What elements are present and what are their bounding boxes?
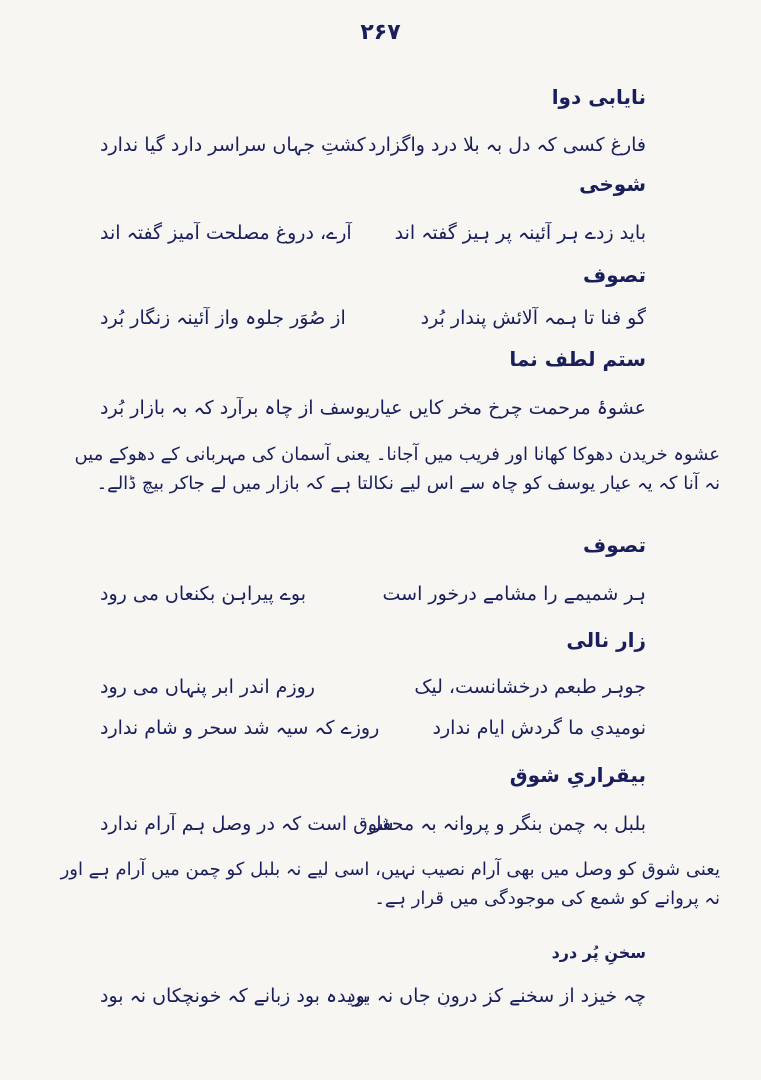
couplet [0,813,761,847]
couplet [0,985,761,1019]
couplet-second-hemistich: بوے پیراہن بکنعاں می رود [100,583,307,605]
couplet-second-hemistich: روزم اندر ابر پنہاں می رود [100,676,315,698]
section-heading: زار نالی [566,628,646,652]
section-heading: ستم لطف نما [509,347,646,371]
couplet [0,676,761,710]
couplet-second-hemistich: روزے کہ سیہ شد سحر و شام ندارد [100,717,380,739]
commentary-paragraph: یعنی شوق کو وصل میں بھی آرام نصیب نہیں، اسی لیے نہ بلبل کو چمن میں آرام ہے اور نہ پروانے کو شمع کی موجودگی میں قرار ہے۔ [60,859,720,909]
couplet [0,134,761,168]
couplet-second-hemistich: کشتِ جہاں سراسر دارد گیا ندارد [100,134,366,156]
page-number: ۲۶۷ [360,20,401,45]
couplet-first-hemistich: ہر شمیمے را مشامے درخور است [382,583,646,605]
couplet-second-hemistich: از صُوَر جلوہ واز آئینہ زنگار بُرد [100,307,346,329]
section-heading: نایابی دوا [551,85,646,109]
couplet-second-hemistich: بریدہ بود زبانے کہ خونچکاں نہ بود [100,985,369,1007]
section-heading: شوخی [579,172,646,196]
couplet [0,397,761,431]
couplet-first-hemistich: گو فنا تا ہمہ آلائشِ پندار بُرد [420,307,646,329]
couplet-first-hemistich: عشوۂ مرحمت چرخ مخر کایں عیار [370,397,646,419]
couplet-first-hemistich: جوہر طبعم درخشانست، لیک [414,676,646,698]
couplet-first-hemistich: نومیدیِ ما گردشِ ایام ندارد [432,717,646,739]
couplet [0,222,761,256]
couplet [0,583,761,617]
couplet-first-hemistich: باید زدے ہر آئینہ پر ہیز گفتہ اند [394,222,646,244]
section-heading: تصوف [583,533,646,557]
commentary-paragraph: عشوہ خریدن دھوکا کھانا اور فریب میں آجانا۔ یعنی آسمان کی مہربانی کے دھوکے میں نہ آنا کہ یہ عیار یوسف کو چاہ سے اس لیے نکالتا ہے کہ بازار میں لے جاکر بیچ ڈالے۔ [74,444,720,494]
couplet-second-hemistich: یوسف از چاہ برآرد کہ بہ بازار بُرد [100,397,371,419]
couplet [0,717,761,751]
couplet-first-hemistich: بلبل بہ چمن بنگر و پروانہ بہ محفل [367,813,646,835]
section-heading: تصوف [583,263,646,287]
couplet-first-hemistich: فارغ کسی کہ دل بہ بلا درد واگزارد [368,134,646,156]
section-heading: بیقراریِ شوق [509,763,646,787]
couplet-first-hemistich: چہ خیزد از سخنے کز درونِ جاں نہ بود [347,985,646,1007]
couplet-second-hemistich: شوق است کہ در وصل ہم آرام ندارد [100,813,394,835]
couplet-second-hemistich: آرے، دروغ مصلحت آمیز گفتہ اند [100,222,352,244]
couplet [0,307,761,341]
section-heading: سخنِ پُر درد [551,943,646,962]
